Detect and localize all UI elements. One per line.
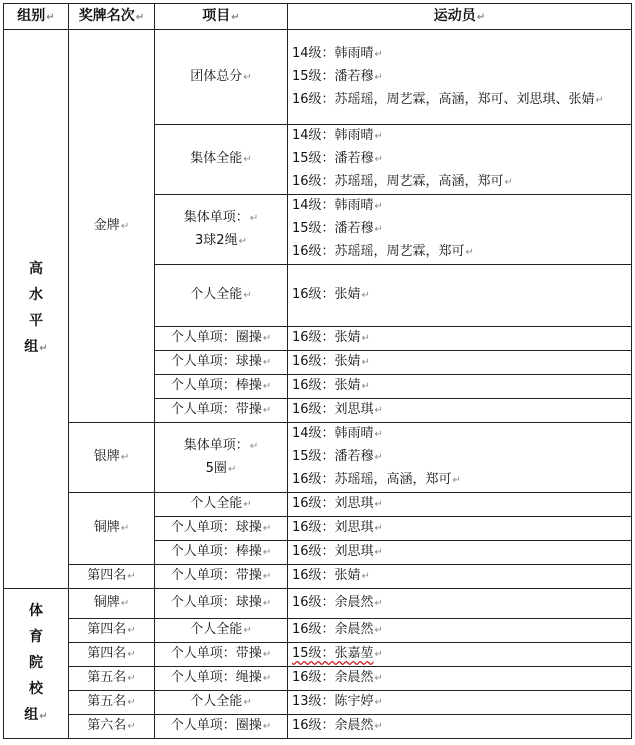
paragraph-mark: ↵ [120,452,130,463]
paragraph-mark: ↵ [374,499,383,510]
event-line: 个人单项：球操↵ [170,520,272,535]
athlete-text: 14级：韩雨晴 [292,45,374,61]
group-char: 组↵ [24,339,48,355]
athlete-text: 16级：苏瑶瑶，高涵，郑可 [292,472,452,487]
table-row [4,565,632,589]
paragraph-mark: ↵ [127,571,136,582]
paragraph-mark: ↵ [262,357,272,368]
event-cell [155,715,288,739]
paragraph-mark: ↵ [374,71,383,83]
athlete-text: 16级：余晨然 [292,595,374,610]
event-cell [155,541,288,565]
event-line: 个人全能↵ [190,694,252,709]
paragraph-mark: ↵ [39,343,48,354]
athlete-text: 16级：张婧 [292,330,361,345]
medal-cell [69,493,155,565]
athlete-line [292,667,627,690]
athlete-line [292,399,627,422]
medal-cell [69,565,155,589]
paragraph-mark: ↵ [262,571,272,582]
table-row [4,30,632,125]
medal-cell [69,691,155,715]
paragraph-mark: ↵ [374,523,383,534]
header-medal: 奖牌名次↵ [69,4,155,30]
athlete-text: 15级：张嘉堃 [292,646,374,661]
athlete-line [292,423,627,446]
paragraph-mark: ↵ [243,290,252,301]
medal-label: 第五名 [87,670,127,685]
results-table [3,3,632,739]
athlete-line [292,691,627,714]
athletes-cell [288,643,632,667]
athletes-cell [288,423,632,493]
event-line: 5圈↵ [205,460,237,476]
athlete-line [292,619,627,642]
group-cell [4,589,69,739]
athlete-text: 15级：潘若穆 [292,151,374,166]
athletes-cell [288,517,632,541]
paragraph-mark: ↵ [262,333,272,344]
paragraph-mark: ↵ [262,381,272,392]
paragraph-mark: ↵ [361,290,370,301]
medal-cell [69,715,155,739]
athlete-line [292,89,627,112]
athletes-cell [288,619,632,643]
paragraph-mark: ↵ [374,224,383,235]
group-char: 水 [29,287,43,303]
paragraph-mark: ↵ [361,333,370,344]
athlete-line [292,351,627,374]
paragraph-mark: ↵ [262,405,272,416]
medal-label: 第四名 [87,568,127,583]
event-cell [155,195,288,265]
athlete-line [292,171,627,194]
athletes-cell [288,351,632,375]
paragraph-mark: ↵ [243,625,252,636]
athlete-text: 16级：刘思琪 [292,402,374,417]
paragraph-mark: ↵ [374,721,383,732]
paragraph-mark: ↵ [374,405,383,416]
event-cell [155,30,288,125]
event-cell [155,375,288,399]
event-line: 3球2绳↵ [195,232,247,248]
group-char: 平 [29,313,43,329]
athlete-text: 14级：韩雨晴 [292,198,374,213]
paragraph-mark: ↵ [127,673,136,684]
group-char: 组↵ [24,706,48,723]
event-line: 个人全能↵ [190,622,252,637]
table-body [4,30,632,739]
event-cell [155,493,288,517]
event-cell [155,619,288,643]
athlete-text: 14级：韩雨晴 [292,128,374,143]
athletes-cell [288,715,632,739]
medal-label: 第六名 [87,718,127,733]
athlete-text: 16级：刘思琪 [292,544,374,559]
athlete-line [292,284,627,307]
athlete-line [292,375,627,398]
paragraph-mark: ↵ [127,721,136,732]
medal-label: 银牌 [93,449,120,464]
paragraph-mark: ↵ [595,94,604,106]
athlete-text: 16级：余晨然 [292,718,374,733]
event-line: 个人单项：棒操↵ [170,544,272,559]
header-group: 组别↵ [4,4,69,30]
athlete-text: 16级：刘思琪 [292,496,374,511]
medal-label: 铜牌 [93,595,120,610]
event-line: 个人单项：圈操↵ [170,718,272,733]
event-cell [155,565,288,589]
event-line: 集体单项：↵ [183,209,259,225]
event-cell [155,643,288,667]
athlete-text: 16级：张婧 [292,354,361,369]
athlete-line [292,715,627,738]
paragraph-mark: ↵ [374,48,383,60]
medal-cell [69,643,155,667]
medal-label: 第四名 [87,622,127,637]
medal-cell [69,619,155,643]
event-cell [155,265,288,327]
event-line: 个人单项：绳操↵ [170,670,272,685]
group-char: 院 [29,654,43,671]
medal-cell [69,30,155,423]
paragraph-mark: ↵ [504,177,513,188]
paragraph-mark: ↵ [243,154,252,165]
paragraph-mark: ↵ [127,625,136,636]
athletes-cell [288,589,632,619]
group-cell [4,30,69,589]
athlete-line [292,517,627,540]
event-cell [155,351,288,375]
paragraph-mark: ↵ [243,499,252,510]
paragraph-mark: ↵ [374,625,383,636]
paragraph-mark: ↵ [127,649,136,660]
header-athletes: 运动员↵ [288,4,632,30]
paragraph-mark: ↵ [361,357,370,368]
athletes-cell [288,30,632,125]
athlete-line [292,643,627,666]
athlete-line [292,66,627,89]
table-row [4,589,632,619]
paragraph-mark: ↵ [374,452,383,463]
athletes-cell [288,667,632,691]
paragraph-mark: ↵ [465,247,474,258]
athlete-line [292,125,627,148]
medal-label: 第五名 [87,694,127,709]
paragraph-mark: ↵ [249,212,259,224]
athlete-text: 15级：潘若穆 [292,221,374,236]
event-line: 个人单项：棒操↵ [170,378,272,393]
group-char: 育 [29,628,43,645]
athlete-text: 15级：潘若穆 [292,68,374,84]
event-line: 个人单项：圈操↵ [170,330,272,345]
paragraph-mark: ↵ [238,235,247,247]
medal-label: 铜牌 [93,520,120,535]
paragraph-mark: ↵ [374,598,383,609]
medal-cell [69,589,155,619]
paragraph-mark: ↵ [452,475,461,486]
group-char: 体 [29,602,43,619]
athlete-text: 16级：余晨然 [292,670,374,685]
athlete-line [292,469,627,492]
athlete-text: 13级：陈宇婷 [292,694,374,709]
table-row [4,423,632,493]
medal-label: 金牌 [93,217,120,233]
paragraph-mark: ↵ [374,201,383,212]
event-line: 团体总分↵ [190,68,252,84]
paragraph-mark: ↵ [120,598,130,609]
event-line: 个人单项：带操↵ [170,568,272,583]
athlete-line [292,541,627,564]
paragraph-mark: ↵ [227,463,237,475]
athletes-cell [288,327,632,351]
paragraph-mark: ↵ [262,547,272,558]
paragraph-mark: ↵ [374,429,383,440]
event-cell [155,327,288,351]
table-row [4,493,632,517]
paragraph-mark: ↵ [39,710,48,722]
event-line: 个人全能↵ [190,496,252,511]
athlete-text: 16级：张婧 [292,568,361,583]
group-char: 高 [29,261,43,277]
athlete-text: 16级：苏瑶瑶，周艺霖，郑可 [292,244,465,259]
table-row [4,667,632,691]
event-line: 个人单项：球操↵ [170,595,272,610]
athlete-text: 16级：张婧 [292,378,361,393]
paragraph-mark: ↵ [361,571,370,582]
athlete-text: 16级：余晨然 [292,622,374,637]
medal-cell [69,667,155,691]
paragraph-mark: ↵ [262,649,272,660]
athletes-cell [288,565,632,589]
athlete-line [292,195,627,218]
group-char: 校 [29,680,43,697]
athlete-line [292,218,627,241]
event-line: 集体全能↵ [190,151,252,166]
athlete-text: 16级：苏瑶瑶，周艺霖，高涵，郑可、刘思琪、张婧 [292,91,595,107]
paragraph-mark: ↵ [374,547,383,558]
athletes-cell [288,399,632,423]
event-line: 个人单项：带操↵ [170,646,272,661]
paragraph-mark: ↵ [374,131,383,142]
athlete-text: 14级：韩雨晴 [292,426,374,441]
paragraph-mark: ↵ [249,440,259,452]
paragraph-mark: ↵ [262,598,272,609]
event-cell [155,125,288,195]
athlete-text: 15级：潘若穆 [292,449,374,464]
athletes-cell [288,493,632,517]
athletes-cell [288,125,632,195]
medal-label: 第四名 [87,646,127,661]
event-cell [155,691,288,715]
header-row [4,4,632,30]
paragraph-mark: ↵ [361,381,370,392]
paragraph-mark: ↵ [262,523,272,534]
athletes-cell [288,541,632,565]
event-line: 集体单项：↵ [183,437,259,453]
table-row [4,691,632,715]
athlete-line [292,565,627,588]
athlete-line [292,43,627,66]
paragraph-mark: ↵ [374,673,383,684]
athletes-cell [288,265,632,327]
paragraph-mark: ↵ [243,71,252,83]
paragraph-mark: ↵ [243,697,252,708]
paragraph-mark: ↵ [120,523,130,534]
event-cell [155,667,288,691]
table-row [4,619,632,643]
paragraph-mark: ↵ [262,721,272,732]
athlete-line [292,327,627,350]
event-line: 个人单项：带操↵ [170,402,272,417]
athlete-line [292,241,627,264]
paragraph-mark: ↵ [127,697,136,708]
paragraph-mark: ↵ [374,649,383,660]
table-row [4,643,632,667]
athlete-text: 16级：苏瑶瑶，周艺霖，高涵，郑可 [292,174,504,189]
event-cell [155,589,288,619]
paragraph-mark: ↵ [374,697,383,708]
event-cell [155,517,288,541]
paragraph-mark: ↵ [374,154,383,165]
header-event: 项目↵ [155,4,288,30]
athletes-cell [288,691,632,715]
event-cell [155,399,288,423]
event-line: 个人单项：球操↵ [170,354,272,369]
athlete-text: 16级：张婧 [292,287,361,302]
table-row [4,715,632,739]
athletes-cell [288,375,632,399]
athlete-line [292,446,627,469]
event-line: 个人全能↵ [190,287,252,302]
athlete-line [292,493,627,516]
paragraph-mark: ↵ [120,220,130,232]
athletes-cell [288,195,632,265]
medal-cell [69,423,155,493]
athlete-line [292,148,627,171]
event-cell [155,423,288,493]
athlete-text: 16级：刘思琪 [292,520,374,535]
paragraph-mark: ↵ [262,673,272,684]
athlete-line [292,592,627,615]
